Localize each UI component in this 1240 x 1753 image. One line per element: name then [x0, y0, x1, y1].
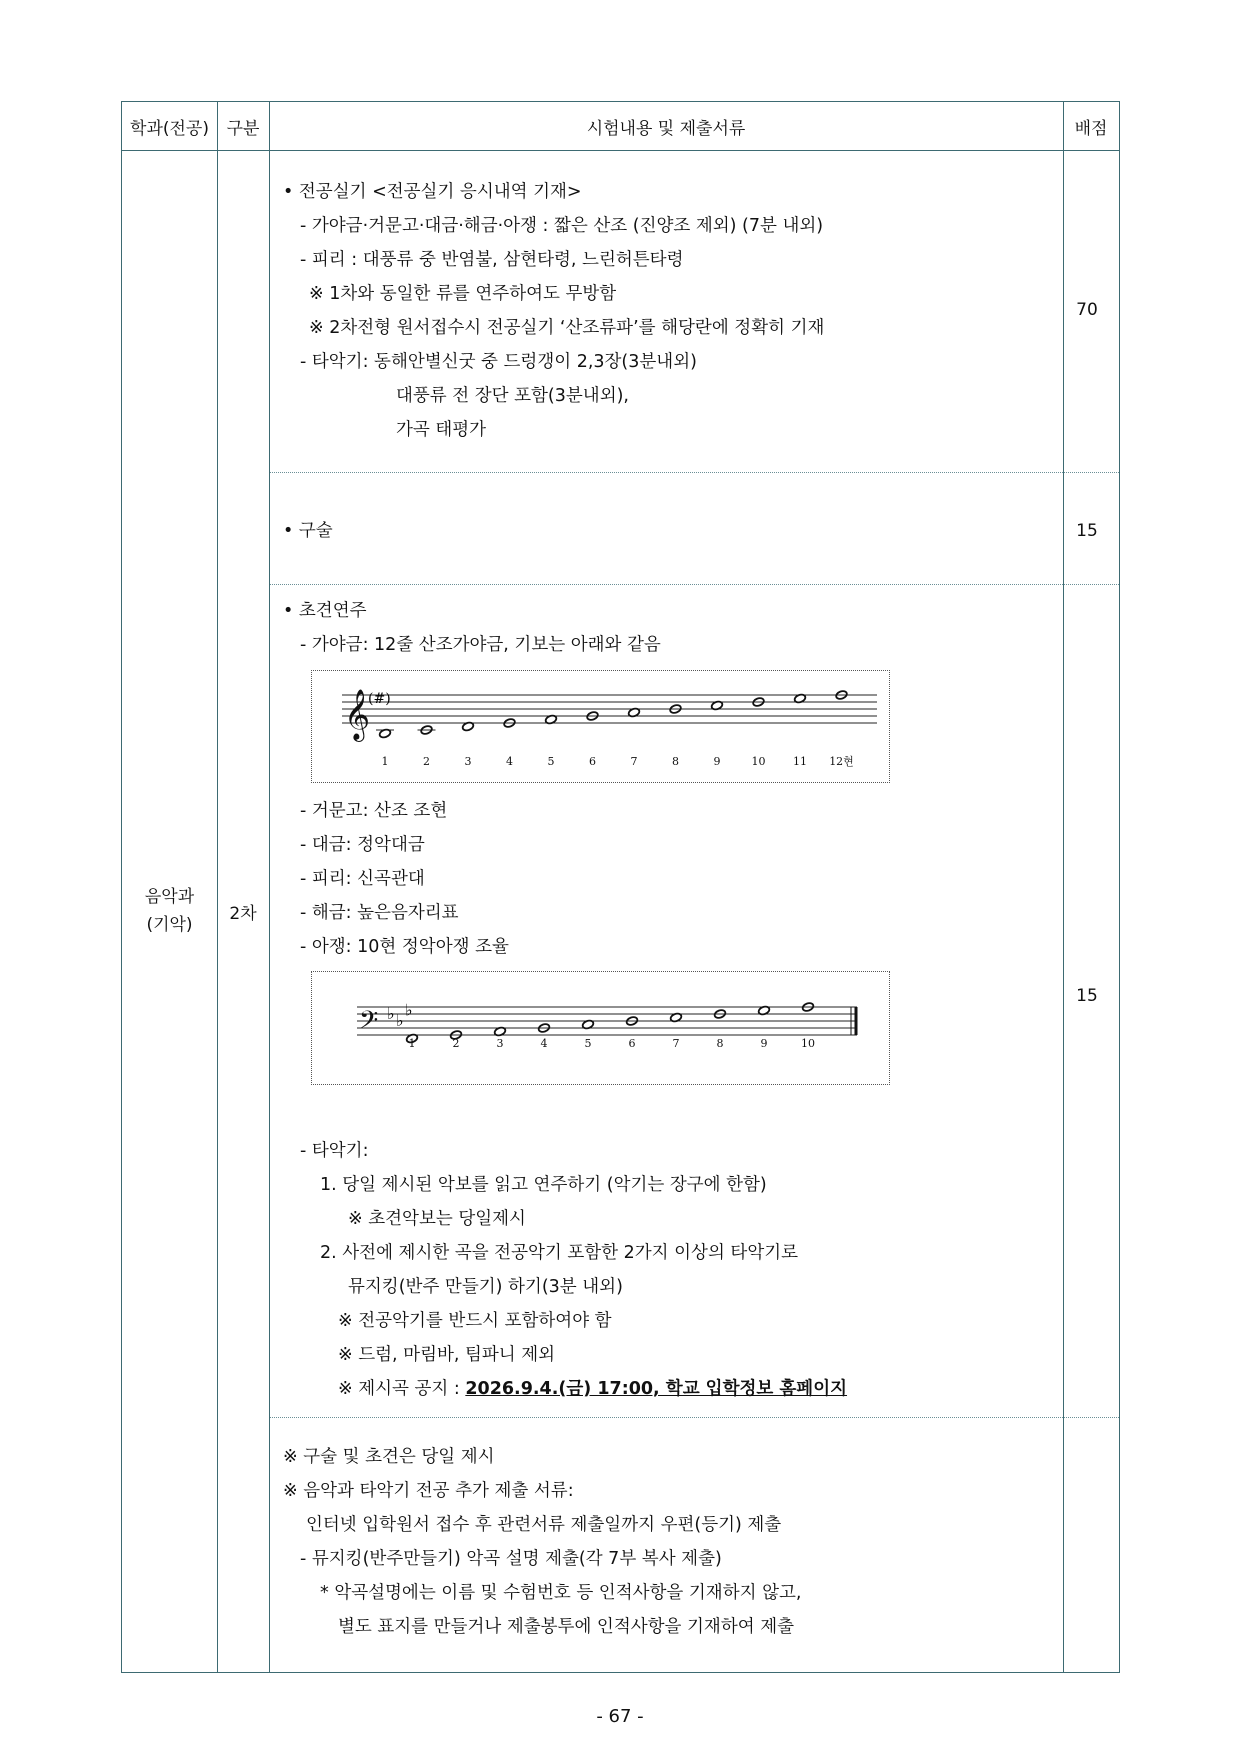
section1-line: - 가야금·거문고·대금·해금·아쟁 : 짧은 산조 (진양조 제외) (7분 내외) [300, 216, 824, 236]
section4-line: ※ 구술 및 초견은 당일 제시 [283, 1447, 495, 1467]
section4-line: - 뮤지킹(반주만들기) 악곡 설명 제출(각 7부 복사 제출) [300, 1549, 722, 1569]
instrument-line: - 대금: 정악대금 [300, 835, 425, 855]
string-number-label: 1 [381, 755, 389, 768]
percussion-line: ※ 초견악보는 당일제시 [348, 1209, 526, 1229]
string-number-label: 6 [589, 755, 596, 768]
division-cell: 2차 [229, 903, 257, 924]
instrument-line: - 피리: 신곡관대 [300, 869, 425, 889]
dept-cell [122, 150, 217, 1672]
page-number: - 67 - [596, 1706, 644, 1727]
treble-clef-icon: 𝄞 [344, 689, 371, 740]
header-dept: 학과(전공) [130, 118, 209, 139]
string-number-label: 11 [793, 755, 807, 768]
header-score: 배점 [1074, 118, 1108, 139]
instrument-line: - 아쟁: 10현 정악아쟁 조율 [300, 937, 509, 957]
instrument-line: - 해금: 높은음자리표 [300, 903, 459, 923]
notice-line [338, 1381, 847, 1399]
string-number-label: 9 [713, 755, 721, 768]
flat-icon: ♭ [396, 1011, 404, 1030]
bass-clef-icon: 𝄢 [359, 1006, 379, 1041]
section1-line: - 타악기: 동해안별신굿 중 드렁갱이 2,3장(3분내외) [300, 352, 697, 372]
dept-name: 음악과 [144, 887, 195, 907]
section1-line: ※ 2차전형 원서접수시 전공실기 ‘산조류파’를 해당란에 정확히 기재 [309, 318, 825, 338]
string-number-label: 1 [408, 1037, 416, 1050]
percussion-line: - 타악기: [300, 1141, 369, 1161]
column-divider [269, 102, 270, 1672]
percussion-line: 뮤지킹(반주 만들기) 하기(3분 내외) [348, 1277, 623, 1297]
ajaeng-staff-box [311, 971, 890, 1085]
section4-line: 별도 표지를 만들거나 제출봉투에 인적사항을 기재하여 제출 [338, 1617, 794, 1637]
gayageum-staff-box [311, 670, 890, 783]
string-number-label: 10 [801, 1037, 815, 1050]
row-divider [270, 584, 1119, 585]
section4-line: * 악곡설명에는 이름 및 수험번호 등 인적사항을 기재하지 않고, [320, 1583, 802, 1603]
string-number-label: 10 [751, 755, 766, 768]
header-division: 구분 [226, 118, 260, 139]
section3-score: 15 [1076, 986, 1098, 1006]
row-divider [270, 472, 1119, 473]
string-number-label: 3 [496, 1037, 504, 1050]
string-number-label: 6 [628, 1037, 636, 1050]
notice-date: 2026.9.4.(금) 17:00, 학교 입학정보 홈페이지 [465, 1379, 848, 1399]
string-number-label: 2 [452, 1037, 460, 1050]
section4-line: ※ 음악과 타악기 전공 추가 제출 서류: [283, 1481, 574, 1501]
flat-icon: ♭ [405, 1000, 413, 1020]
section1-score: 70 [1076, 300, 1098, 320]
section1-line: 가곡 태평가 [396, 420, 487, 440]
section2-line: • 구술 [283, 521, 333, 541]
string-number-label: 5 [547, 755, 555, 768]
string-number-label: 9 [760, 1037, 768, 1050]
percussion-line: 1. 당일 제시된 악보를 읽고 연주하기 (악기는 장구에 한함) [320, 1175, 767, 1195]
dept-major: (기악) [146, 915, 193, 935]
string-number-label: 12현 [829, 755, 854, 768]
percussion-line: 2. 사전에 제시한 곡을 전공악기 포함한 2가지 이상의 타악기로 [320, 1243, 799, 1263]
gayageum-staff [312, 671, 889, 782]
string-number-label: 7 [672, 1037, 680, 1050]
string-number-label: 4 [540, 1037, 548, 1050]
section3-gayageum: - 가야금: 12줄 산조가야금, 기보는 아래와 같음 [300, 635, 661, 655]
string-number-label: 3 [464, 755, 472, 768]
header-content: 시험내용 및 제출서류 [586, 118, 746, 139]
column-divider [1063, 102, 1064, 1672]
string-number-label: 8 [716, 1037, 724, 1050]
header-divider [122, 150, 1119, 151]
section3-title: • 초견연주 [283, 601, 367, 621]
percussion-line: ※ 드럼, 마림바, 팀파니 제외 [338, 1345, 556, 1365]
string-number-label: 2 [423, 755, 430, 768]
percussion-line: ※ 전공악기를 반드시 포함하여야 함 [338, 1311, 612, 1331]
ajaeng-staff [312, 972, 889, 1084]
notice-prefix: ※ 제시곡 공지 : [338, 1379, 466, 1399]
sharp-icon: (#) [368, 691, 391, 707]
string-number-label: 8 [672, 755, 679, 768]
flat-icon: ♭ [387, 1004, 395, 1023]
string-number-label: 4 [506, 755, 513, 768]
section4-line: 인터넷 입학원서 접수 후 관련서류 제출일까지 우편(등기) 제출 [306, 1515, 782, 1535]
string-number-label: 5 [584, 1037, 592, 1050]
section1-line: 대풍류 전 장단 포함(3분내외), [396, 386, 629, 406]
instrument-line: - 거문고: 산조 조현 [300, 801, 448, 821]
string-number-label: 7 [630, 755, 638, 768]
section2-score: 15 [1076, 521, 1098, 541]
section1-line: ※ 1차와 동일한 류를 연주하여도 무방함 [309, 284, 617, 304]
section1-line: - 피리 : 대풍류 중 반염불, 삼현타령, 느린허튼타령 [300, 250, 684, 270]
section1-line: • 전공실기 <전공실기 응시내역 기재> [283, 182, 582, 202]
row-divider [270, 1417, 1119, 1418]
